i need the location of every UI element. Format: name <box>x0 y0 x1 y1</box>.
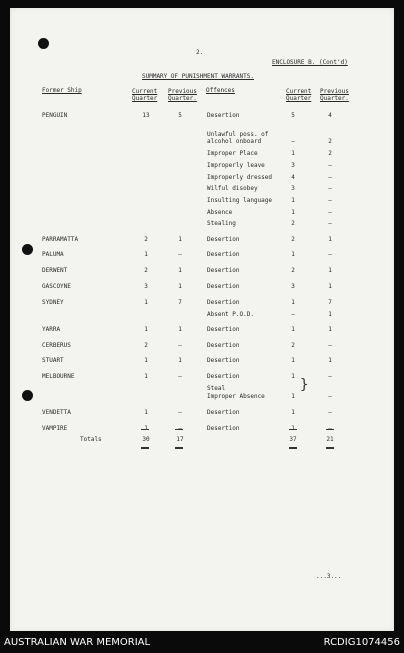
offence-previous-count: – <box>328 373 332 380</box>
offence-previous-count: – <box>328 342 332 349</box>
total-offence-previous: 21 <box>326 436 334 443</box>
total-offence-current: 37 <box>289 436 297 443</box>
offence-current-count: 1 <box>291 209 295 216</box>
document-page <box>10 8 394 631</box>
offence-current-count: 3 <box>291 283 295 290</box>
current-count: 1 <box>144 373 148 380</box>
offence-previous-count: – <box>328 185 332 192</box>
header-current-quarter <box>132 88 157 102</box>
total-double-rule <box>289 447 297 449</box>
previous-count: 1 <box>178 236 182 243</box>
header-text: Previous <box>168 88 197 95</box>
offence-previous-count: – <box>328 209 332 216</box>
footer-bar <box>0 631 404 653</box>
offence-name: Desertion <box>207 267 240 274</box>
header-text: Quarter. <box>320 95 349 102</box>
total-rule <box>141 429 149 430</box>
offence-name: Desertion <box>207 251 240 258</box>
offence-name: Absent P.O.D. <box>207 311 254 318</box>
offence-name: Desertion <box>207 342 240 349</box>
offence-current-count: 2 <box>291 342 295 349</box>
offence-previous-count: 2 <box>328 150 332 157</box>
current-count: 1 <box>144 251 148 258</box>
offence-current-count: 1 <box>291 299 295 306</box>
ship-name: GASCOYNE <box>42 283 71 290</box>
previous-count: – <box>178 342 182 349</box>
total-double-rule <box>141 447 149 449</box>
previous-count: 1 <box>178 357 182 364</box>
current-count: 1 <box>144 409 148 416</box>
current-count: 1 <box>144 357 148 364</box>
offence-previous-count: – <box>328 174 332 181</box>
current-count: 1 <box>144 326 148 333</box>
offence-name: Unlawful poss. of <box>207 131 269 138</box>
header-previous-quarter <box>168 88 197 102</box>
offence-name: Improperly dressed <box>207 174 273 181</box>
total-previous: 17 <box>176 436 184 443</box>
header-former-ship: Former Ship <box>42 87 82 94</box>
total-rule <box>326 429 334 430</box>
current-count: 13 <box>142 112 150 119</box>
offence-name: Insulting language <box>207 197 273 204</box>
previous-count: 1 <box>178 267 182 274</box>
offence-previous-count: 1 <box>328 311 332 318</box>
ship-name: VENDETTA <box>42 409 71 416</box>
offence-name: Desertion <box>207 409 240 416</box>
offence-name: alcohol onboard <box>207 138 262 145</box>
offence-current-count: 3 <box>291 162 295 169</box>
offence-current-count: 3 <box>291 185 295 192</box>
offence-current-count: – <box>291 311 295 318</box>
ship-name: VAMPIRE <box>42 425 68 432</box>
offence-previous-count: 1 <box>328 236 332 243</box>
current-count: 1 <box>144 299 148 306</box>
total-rule <box>175 429 183 430</box>
footer-source: AUSTRALIAN WAR MEMORIAL <box>4 637 151 648</box>
offence-name: Steal <box>207 385 226 392</box>
punch-hole <box>38 38 49 49</box>
header-previous-quarter-2 <box>320 88 349 102</box>
offence-previous-count: 2 <box>328 138 332 145</box>
offence-previous-count: 1 <box>328 357 332 364</box>
offence-current-count: 4 <box>291 174 295 181</box>
offence-current-count: 2 <box>291 267 295 274</box>
footer-record-id: RCDIG1074456 <box>323 637 400 648</box>
offence-previous-count: – <box>328 409 332 416</box>
offence-previous-count: 7 <box>328 299 332 306</box>
header-text: Current <box>132 88 158 95</box>
offence-current-count: 1 <box>291 409 295 416</box>
enclosure-label: ENCLOSURE B. (Cont'd) <box>272 59 348 66</box>
offence-previous-count: 1 <box>328 267 332 274</box>
header-text: Quarter <box>132 95 158 102</box>
offence-name: Wilful disobey <box>207 185 258 192</box>
current-count: 2 <box>144 236 148 243</box>
offence-current-count: 1 <box>291 150 295 157</box>
brace-mark: } <box>300 377 309 393</box>
previous-count: 1 <box>178 326 182 333</box>
current-count: 2 <box>144 342 148 349</box>
header-text: Current <box>286 88 312 95</box>
header-offences: Offences <box>206 87 235 94</box>
totals-label: Totals <box>80 436 102 443</box>
offence-previous-count: – <box>328 393 332 400</box>
total-double-rule <box>175 447 183 449</box>
offence-name: Desertion <box>207 425 240 432</box>
offence-previous-count: – <box>328 251 332 258</box>
offence-previous-count: 4 <box>328 112 332 119</box>
continuation-mark: ...3... <box>316 573 342 580</box>
offence-name: Improperly leave <box>207 162 265 169</box>
offence-current-count: 2 <box>291 220 295 227</box>
offence-name: Absence <box>207 209 233 216</box>
offence-current-count: 1 <box>291 251 295 258</box>
offence-name: Improper Place <box>207 150 258 157</box>
offence-current-count: 5 <box>291 112 295 119</box>
current-count: 2 <box>144 267 148 274</box>
total-double-rule <box>326 447 334 449</box>
offence-current-count: 1 <box>291 197 295 204</box>
offence-current-count: 1 <box>291 326 295 333</box>
header-text: Previous <box>320 88 349 95</box>
ship-name: CERBERUS <box>42 342 71 349</box>
previous-count: 7 <box>178 299 182 306</box>
ship-name: PALUMA <box>42 251 64 258</box>
header-current-quarter-2 <box>286 88 311 102</box>
offence-name: Desertion <box>207 299 240 306</box>
previous-count: – <box>178 373 182 380</box>
total-current: 30 <box>142 436 150 443</box>
offence-name: Desertion <box>207 283 240 290</box>
offence-name: Stealing <box>207 220 236 227</box>
ship-name: DERWENT <box>42 267 68 274</box>
previous-count: 1 <box>178 283 182 290</box>
current-count: 3 <box>144 283 148 290</box>
summary-title: SUMMARY OF PUNISHMENT WARRANTS. <box>142 73 254 80</box>
offence-name: Desertion <box>207 326 240 333</box>
offence-name: Desertion <box>207 236 240 243</box>
offence-previous-count: – <box>328 162 332 169</box>
ship-name: STUART <box>42 357 64 364</box>
page-number: 2. <box>196 49 204 56</box>
offence-previous-count: – <box>328 197 332 204</box>
previous-count: – <box>178 251 182 258</box>
offence-previous-count: 1 <box>328 326 332 333</box>
offence-current-count: – <box>291 138 295 145</box>
total-rule <box>289 429 297 430</box>
offence-previous-count: – <box>328 220 332 227</box>
previous-count: 5 <box>178 112 182 119</box>
punch-hole <box>22 244 33 255</box>
offence-name: Desertion <box>207 357 240 364</box>
punch-hole <box>22 390 33 401</box>
header-text: Quarter. <box>168 95 197 102</box>
offence-name: Improper Absence <box>207 393 265 400</box>
ship-name: PARRAMATTA <box>42 236 79 243</box>
previous-count: – <box>178 409 182 416</box>
ship-name: YARRA <box>42 326 61 333</box>
offence-previous-count: 1 <box>328 283 332 290</box>
offence-current-count: 1 <box>291 357 295 364</box>
offence-current-count: 2 <box>291 236 295 243</box>
offence-name: Desertion <box>207 112 240 119</box>
ship-name: SYDNEY <box>42 299 64 306</box>
offence-current-count: 1 <box>291 393 295 400</box>
ship-name: MELBOURNE <box>42 373 75 380</box>
offence-name: Desertion <box>207 373 240 380</box>
offence-current-count: 1 <box>291 373 295 380</box>
header-text: Quarter <box>286 95 312 102</box>
ship-name: PENGUIN <box>42 112 68 119</box>
